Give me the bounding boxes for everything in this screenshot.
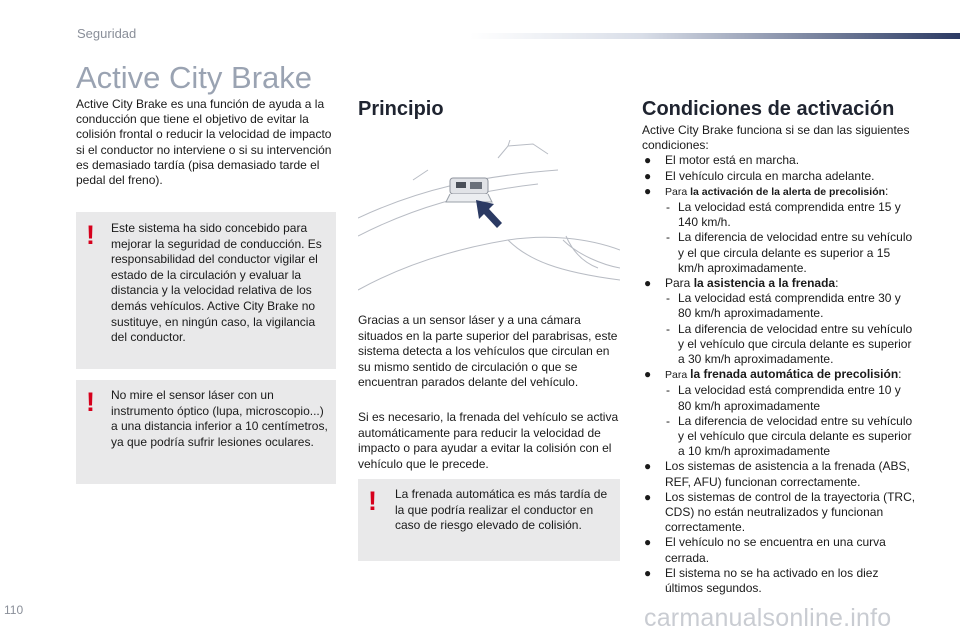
dash: - <box>666 383 670 398</box>
condition-item: ● El vehículo no se encuentra en una curva cerrada. <box>644 535 886 565</box>
warning-icon: ! <box>86 220 95 250</box>
condition-item: ● El vehículo circula en marcha adelante. <box>644 168 875 183</box>
principio-text-1: Gracias a un sensor láser y a una cámara situados en la parte superior del parabrisas, este sistema detecta a los vehículos que circulan en su mismo sentido de circulación o que se encuentran parados delante del vehículo. <box>358 313 618 390</box>
bullet: ● <box>644 489 652 504</box>
warning-icon: ! <box>368 486 377 516</box>
page-title: Active City Brake <box>76 60 313 95</box>
condition-subitem: - La velocidad está comprendida entre 15 y 140 km/h. <box>666 200 901 230</box>
warning-text: Este sistema ha sido concebido para mejorar la seguridad de conducción. Es responsabilidad del conductor vigilar el estado de la circulación y evaluar la distancia y la velocidad relativa de los demás vehículos. Active City Brake no sustituye, en ningún caso, la vigilancia del conductor. <box>111 221 322 345</box>
dash: - <box>666 413 670 428</box>
condition-subitem: - La velocidad está comprendida entre 30 y 80 km/h aproximadamente. <box>666 291 901 321</box>
condiciones-list <box>642 123 916 596</box>
condiciones-intro: Active City Brake funciona si se dan las siguientes condiciones: <box>642 123 910 153</box>
car-windshield-sensor-illustration <box>358 140 620 300</box>
bullet: ● <box>644 367 652 382</box>
dash: - <box>666 291 670 306</box>
watermark: carmanualsonline.info <box>644 604 892 632</box>
condition-subitem: - La velocidad está comprendida entre 10 y 80 km/h aproximadamente <box>666 383 901 413</box>
dash: - <box>666 230 670 245</box>
warning-text: No mire el sensor láser con un instrumento óptico (lupa, microscopio...) a una distancia inferior a 10 centímetros, ya que podría sufrir lesiones oculares. <box>111 388 328 449</box>
bullet: ● <box>644 168 652 183</box>
bullet: ● <box>644 565 652 580</box>
condition-item: ● El motor está en marcha. <box>644 153 800 168</box>
pointer-arrow <box>476 200 502 228</box>
bullet: ● <box>644 153 652 168</box>
warning-box-responsibility <box>76 212 336 369</box>
dash: - <box>666 321 670 336</box>
bullet: ● <box>644 535 652 550</box>
condition-item: ● El sistema no se ha activado en los diez últimos segundos. <box>644 565 879 596</box>
principio-text-2: Si es necesario, la frenada del vehículo se activa automáticamente para reducir la velocidad de impacto o para ayudar a evitar la colisión con el vehículo que le precede. <box>358 410 619 471</box>
intro-text: Active City Brake es una función de ayuda a la conducción que tiene el objetivo de evitar la colisión frontal o reducir la velocidad de impacto si el conductor no interviene o si su intervención es demasiado tardía (pisa demasiado tarde el pedal del freno). <box>76 97 332 188</box>
bullet: ● <box>644 183 652 198</box>
heading-principio: Principio <box>358 98 444 120</box>
warning-icon: ! <box>86 387 95 417</box>
condition-item: ● Para la frenada automática de precolisión: <box>644 367 902 382</box>
dash: - <box>666 200 670 215</box>
page-number: 110 <box>4 603 24 617</box>
condition-item: ● Los sistemas de asistencia a la frenada (ABS, REF, AFU) funcionan correctamente. <box>644 459 910 489</box>
warning-box-braking <box>358 479 620 561</box>
condition-subitem: - La diferencia de velocidad entre su vehículo y el que circula delante es superior a 15 km/h aproximadamente. <box>666 230 913 275</box>
sensor-housing <box>446 178 492 202</box>
condition-subitem: - La diferencia de velocidad entre su vehículo y el vehículo que circula delante es superior a 10 km/h aproximadamente <box>666 413 913 459</box>
section-label: Seguridad <box>77 26 137 41</box>
warning-text: La frenada automática es más tardía de la que podría realizar el conductor en caso de riesgo elevado de colisión. <box>395 487 608 533</box>
condition-item: ● Los sistemas de control de la trayectoria (TRC, CDS) no están neutralizados y funcionan correctamente. <box>644 489 916 535</box>
warning-box-laser <box>76 380 336 484</box>
bullet: ● <box>644 276 652 291</box>
condition-subitem: - La diferencia de velocidad entre su vehículo y el vehículo que circula delante es superior a 30 km/h aproximadamente. <box>666 321 913 367</box>
header-rule <box>470 33 960 39</box>
condition-item: ● Para la activación de la alerta de precolisión: <box>644 183 889 198</box>
heading-condiciones: Condiciones de activación <box>642 98 895 120</box>
condition-item: ● Para la asistencia a la frenada: <box>644 276 839 291</box>
bullet: ● <box>644 459 652 474</box>
